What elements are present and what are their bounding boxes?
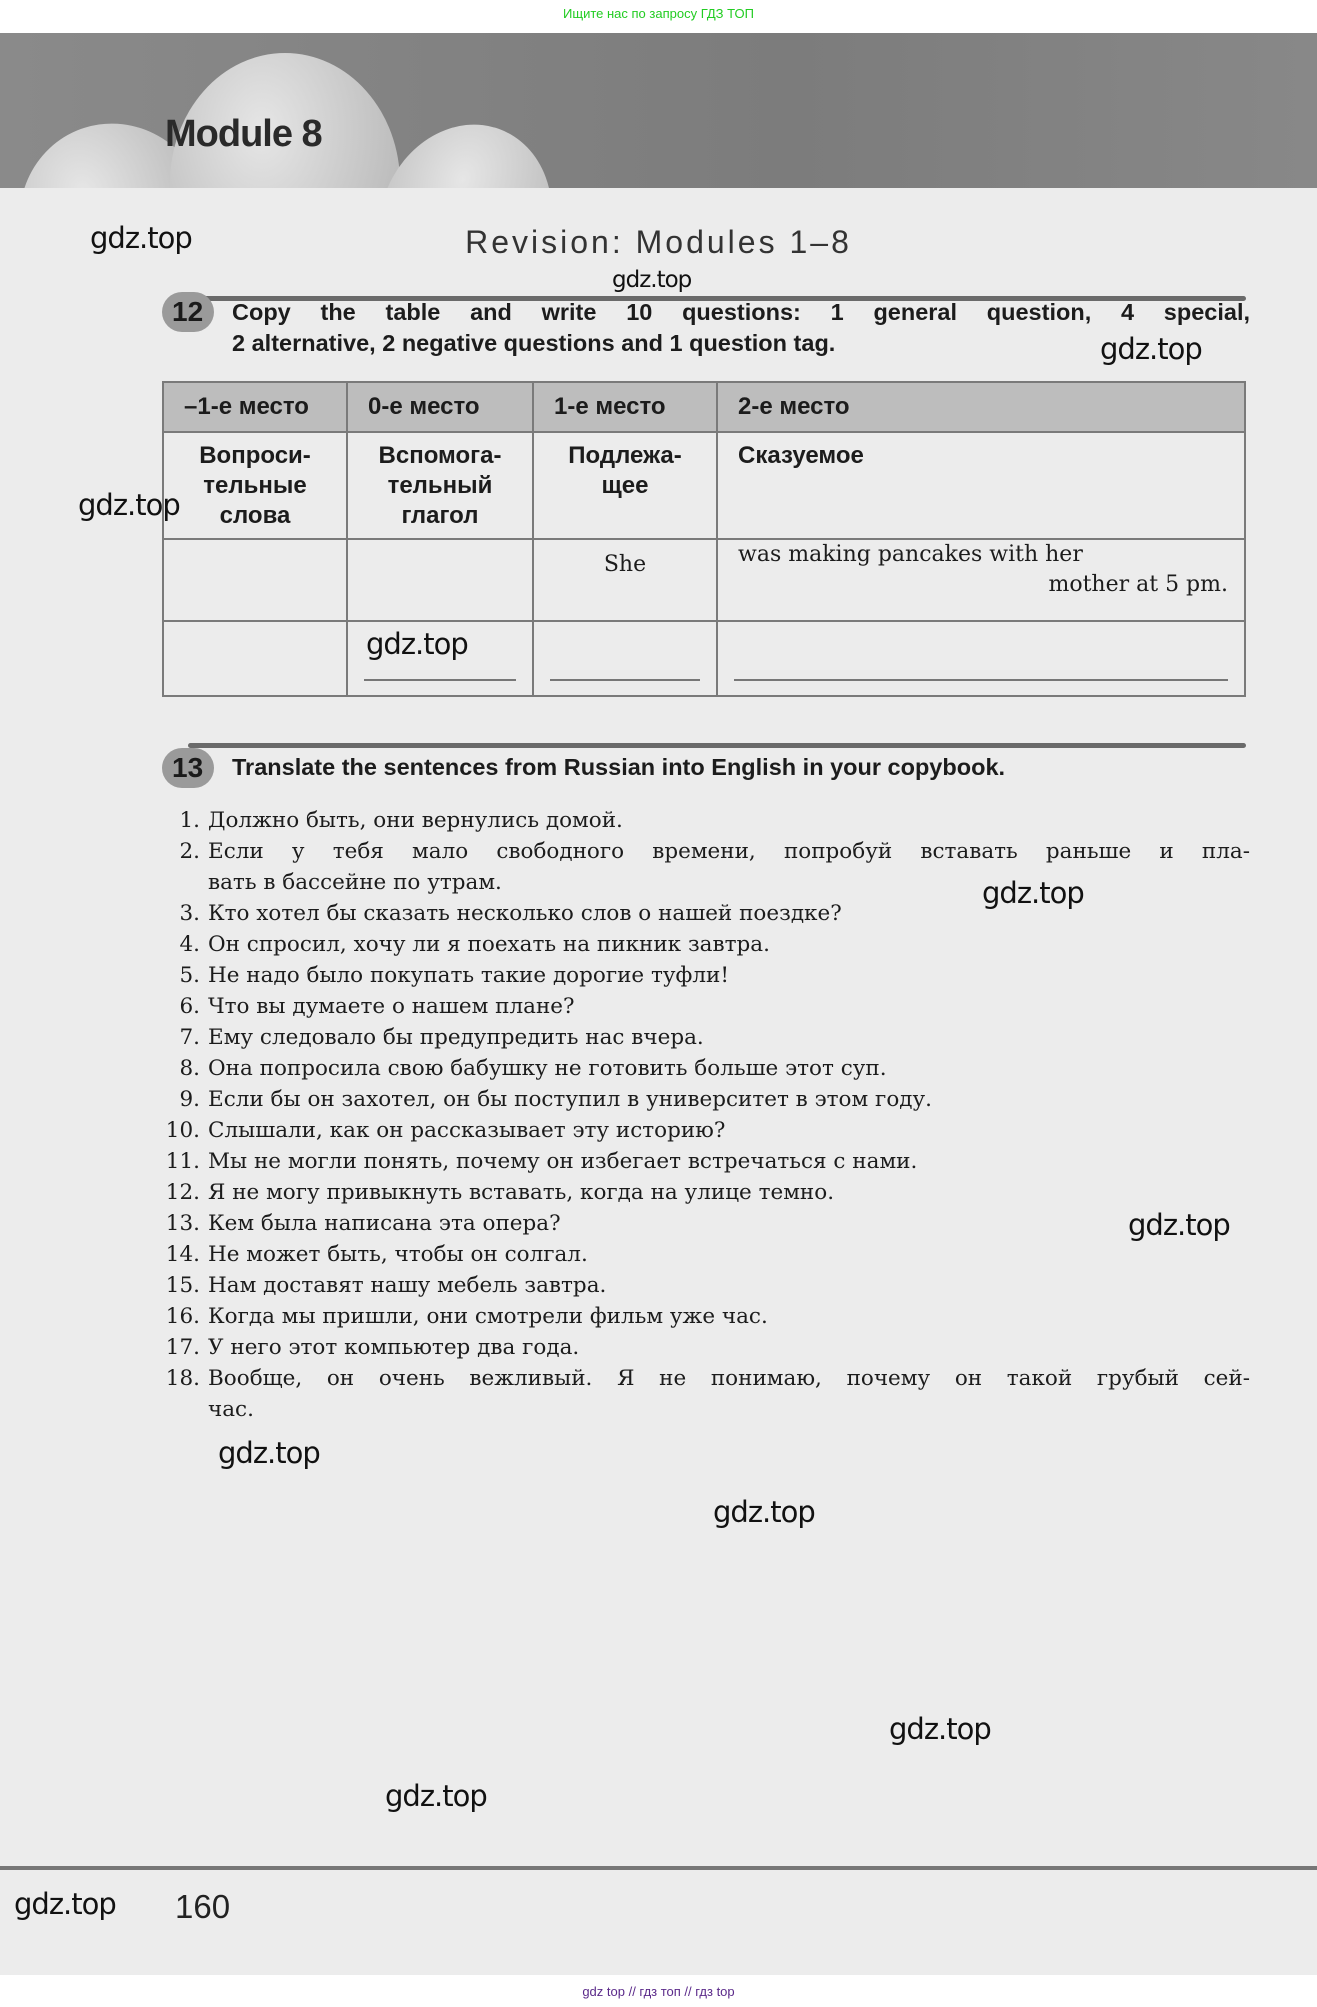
sentence-item [150, 991, 1250, 1022]
sentence-text: час. [208, 1397, 254, 1422]
answer-line [364, 679, 516, 681]
sentence-text: Я не могу привыкнуть вставать, когда на улице темно. [208, 1180, 835, 1205]
sentence-text: Он спросил, хочу ли я поехать на пикник завтра. [208, 932, 770, 957]
table-cell [163, 621, 347, 696]
watermark: gdz.top [78, 488, 180, 522]
sentence-text: Когда мы пришли, они смотрели фильм уже час. [208, 1304, 768, 1329]
table-header: 0-е место [347, 382, 533, 432]
sentence-item [150, 1084, 1250, 1115]
sentence-text: Нам доставят нашу мебель завтра. [208, 1273, 607, 1298]
sentence-item [150, 898, 1250, 929]
sentence-item [150, 1363, 1250, 1394]
sentence-number: 7. [179, 1025, 200, 1050]
sentence-number: 1. [179, 808, 200, 833]
sentence-text: Вообще, он очень вежливый. Я не понимаю, почему он такой грубый сей- [208, 1366, 1250, 1391]
top-banner-text: Ищите нас по запросу ГДЗ ТОП [563, 6, 754, 21]
page-title: Revision: Modules 1–8 [465, 224, 852, 260]
table-cell: Вспомога- тельный глагол [347, 432, 533, 539]
table-header: 1-е место [533, 382, 717, 432]
sentence-text: Она попросила свою бабушку не готовить больше этот суп. [208, 1056, 887, 1081]
sentence-number: 5. [179, 963, 200, 988]
watermark: gdz.top [14, 1887, 116, 1921]
sentence-number: 8. [179, 1056, 200, 1081]
sentence-number: 13. [165, 1211, 200, 1236]
sentence-number: 6. [179, 994, 200, 1019]
sentence-item [150, 1239, 1250, 1270]
sentence-text: Если бы он захотел, он бы поступил в университет в этом году. [208, 1087, 932, 1112]
exercise-13-instruction: Translate the sentences from Russian into English in your copybook. [232, 754, 1006, 780]
sentence-text: Не может быть, чтобы он солгал. [208, 1242, 588, 1267]
instruction-line: Copy the table and write 10 questions: 1 general question, 4 special, [232, 299, 1250, 325]
sentence-number: 18. [165, 1366, 200, 1391]
sentence-text: вать в бассейне по утрам. [208, 870, 502, 895]
sentence-number [150, 867, 208, 898]
divider [0, 1866, 1317, 1870]
sentence-text: Кем была написана эта опера? [208, 1211, 561, 1236]
table-cell [717, 539, 1245, 621]
instruction-line: 2 alternative, 2 negative questions and 1 question tag. [232, 330, 836, 356]
module-header [0, 33, 1317, 188]
sentence-number: 12. [165, 1180, 200, 1205]
watermark: gdz.top [1100, 332, 1202, 366]
table-cell: Сказуемое [717, 432, 1245, 539]
sentence-number: 2. [179, 839, 200, 864]
watermark: gdz.top [982, 876, 1084, 910]
footer-text: gdz top // гдз топ // гдз top [0, 1975, 1317, 2007]
sentence-item [150, 1301, 1250, 1332]
watermark: gdz.top [366, 627, 468, 661]
sentence-item [150, 805, 1250, 836]
predicate-line: mother at 5 pm. [1048, 572, 1228, 597]
sentence-item [150, 1022, 1250, 1053]
sentence-item [150, 867, 1250, 898]
watermark: gdz.top [612, 267, 692, 293]
grammar-table [162, 381, 1246, 697]
sentence-text: Мы не могли понять, почему он избегает встречаться с нами. [208, 1149, 918, 1174]
exercise-12-instruction [232, 297, 1250, 359]
divider [188, 743, 1246, 748]
table-header: –1-е место [163, 382, 347, 432]
table-cell: Вопроси- тельные слова [163, 432, 347, 539]
page-number: 160 [175, 1888, 231, 1925]
sentence-text: Кто хотел бы сказать несколько слов о нашей поездке? [208, 901, 842, 926]
table-header: 2-е место [717, 382, 1245, 432]
answer-line [734, 679, 1228, 681]
sentence-text: Что вы думаете о нашем плане? [208, 994, 575, 1019]
sentence-number: 11. [165, 1149, 200, 1174]
watermark: gdz.top [90, 221, 192, 255]
watermark: gdz.top [889, 1712, 991, 1746]
watermark: gdz.top [385, 1779, 487, 1813]
module-title: Module 8 [165, 113, 322, 155]
answer-line [550, 679, 700, 681]
sentence-item [150, 1115, 1250, 1146]
sentence-number: 15. [165, 1273, 200, 1298]
watermark: gdz.top [218, 1436, 320, 1470]
sentence-number: 3. [179, 901, 200, 926]
table-cell: She [533, 539, 717, 621]
sentence-number: 16. [165, 1304, 200, 1329]
watermark: gdz.top [1128, 1208, 1230, 1242]
table-cell [533, 621, 717, 696]
sentence-item [150, 929, 1250, 960]
sentence-item [150, 1270, 1250, 1301]
table-cell: Подлежа- щее [533, 432, 717, 539]
watermark: gdz.top [713, 1495, 815, 1529]
sentence-number: 17. [165, 1335, 200, 1360]
sentence-item [150, 1177, 1250, 1208]
sentence-number [150, 1394, 208, 1425]
sentence-number: 10. [165, 1118, 200, 1143]
table-cell [163, 539, 347, 621]
sentence-text: Слышали, как он рассказывает эту историю? [208, 1118, 726, 1143]
sentence-text: Если у тебя мало свободного времени, попробуй вставать раньше и пла- [208, 839, 1250, 864]
sentence-item [150, 1394, 1250, 1425]
sentence-text: Не надо было покупать такие дорогие туфли! [208, 963, 729, 988]
table-cell [347, 539, 533, 621]
exercise-number-badge: 12 [162, 292, 214, 332]
exercise-number-badge: 13 [162, 748, 214, 788]
sentence-item [150, 1146, 1250, 1177]
sentence-item [150, 1332, 1250, 1363]
sentence-item [150, 836, 1250, 867]
sentence-text: Должно быть, они вернулись домой. [208, 808, 623, 833]
sentence-item [150, 1208, 1250, 1239]
sentence-item [150, 960, 1250, 991]
predicate-line: was making pancakes with her [738, 542, 1083, 567]
sentence-text: Ему следовало бы предупредить нас вчера. [208, 1025, 704, 1050]
sentence-list [150, 805, 1250, 1425]
sentence-text: У него этот компьютер два года. [208, 1335, 580, 1360]
sentence-number: 14. [165, 1242, 200, 1267]
sentence-number: 4. [179, 932, 200, 957]
sentence-item [150, 1053, 1250, 1084]
table-cell [717, 621, 1245, 696]
sentence-number: 9. [179, 1087, 200, 1112]
